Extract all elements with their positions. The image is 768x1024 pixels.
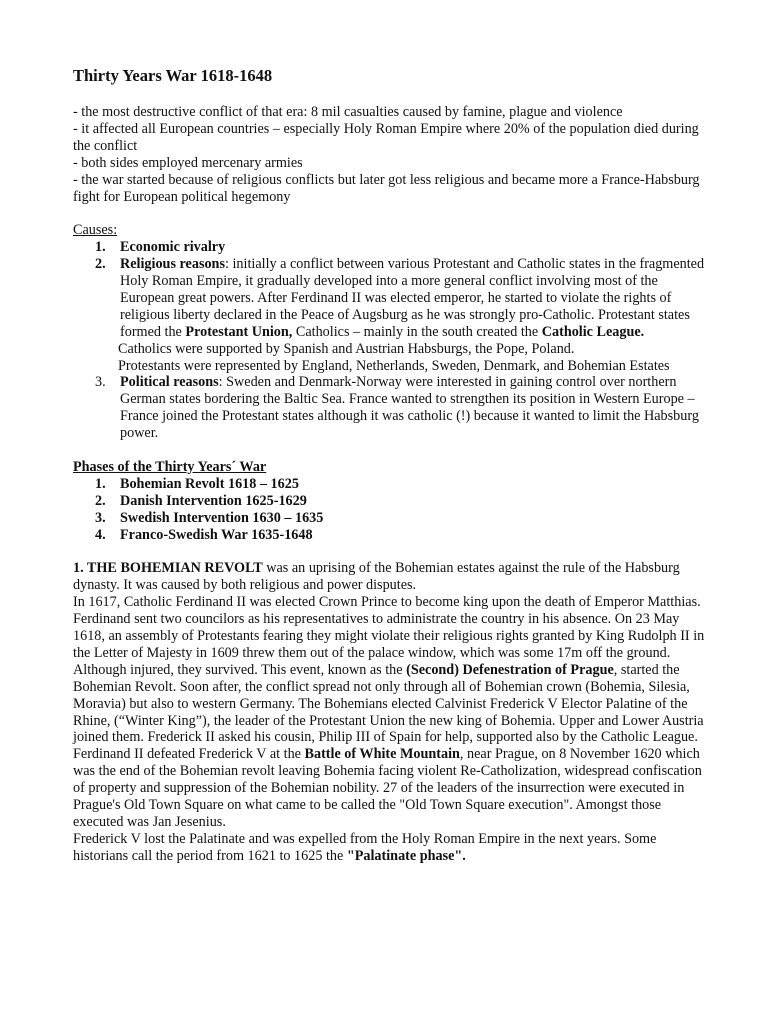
causes-section bbox=[73, 222, 708, 442]
causes-list-cont bbox=[73, 374, 708, 442]
cause-item bbox=[73, 239, 708, 256]
cause-item bbox=[73, 256, 708, 341]
phases-heading: Phases of the Thirty Years´ War bbox=[73, 459, 267, 475]
protestant-union: Protestant Union, bbox=[185, 323, 293, 340]
phase-label: Franco-Swedish War 1635-1648 bbox=[120, 526, 313, 543]
phase-label: Danish Intervention 1625-1629 bbox=[120, 492, 307, 509]
phase-item bbox=[73, 510, 708, 527]
cause-title: Economic rivalry bbox=[120, 239, 226, 256]
battle-label: Battle of White Mountain bbox=[304, 746, 460, 763]
bohemian-lead: 1. THE BOHEMIAN REVOLT bbox=[73, 560, 263, 577]
cause-text: : initially a conflict between various Protestant and Catholic states in the fragmented Holy Roman Empire, it gradually developed into a more general conflict involving most of the European great powers. After Ferdinand II was elected emperor, he started to violate the rights of religious liberty declared in the Peace of Augsburg as he was strongly pro-Catholic. Protestant states formed the bbox=[120, 256, 705, 340]
intro-line: - the most destructive conflict of that era: 8 mil casualties caused by famine, plague and violence bbox=[73, 104, 623, 120]
document-title: Thirty Years War 1618-1648 bbox=[73, 66, 273, 85]
bohemian-paragraph: Frederick V lost the Palatinate and was expelled from the Holy Roman Empire in the next years. Some historians call the period from 1621 to 1625 the "Palatinate phase". bbox=[73, 830, 657, 864]
support-catholic: Catholics were supported by Spanish and Austrian Habsburgs, the Pope, Poland. bbox=[118, 340, 575, 357]
cause-text: Catholics – mainly in the south created the bbox=[292, 323, 542, 340]
phase-number: 1. bbox=[95, 475, 106, 492]
causes-list bbox=[73, 239, 708, 340]
intro-line: - the war started because of religious conflicts but later got less religious and became more a France-Habsburg fight for European political hegemony bbox=[73, 171, 700, 205]
cause-title: Political reasons bbox=[120, 374, 219, 391]
cause-number: 1. bbox=[95, 239, 106, 256]
intro-line: - both sides employed mercenary armies bbox=[73, 154, 303, 171]
phase-number: 4. bbox=[95, 526, 106, 543]
support-protestant: Protestants were represented by England, Netherlands, Sweden, Denmark, and Bohemian Estates bbox=[118, 357, 670, 374]
cause-number: 3. bbox=[95, 374, 106, 391]
phase-number: 2. bbox=[95, 492, 106, 509]
cause-number: 2. bbox=[95, 256, 106, 273]
catholic-league: Catholic League. bbox=[541, 323, 645, 340]
intro-line: - it affected all European countries – especially Holy Roman Empire where 20% of the population died during the conflict bbox=[73, 120, 699, 154]
phase-label: Swedish Intervention 1630 – 1635 bbox=[120, 509, 324, 526]
phase-item bbox=[73, 493, 708, 510]
phase-number: 3. bbox=[95, 509, 106, 526]
phase-item bbox=[73, 527, 708, 544]
second-label: (Second) bbox=[406, 661, 459, 678]
cause-text: : Sweden and Denmark-Norway were interested in gaining control over northern German states bordering the Baltic Sea. France wanted to strengthen its position in Western Europe – France joined the Protestant states although it was catholic (!) because it wanted to limit the Habsburg power. bbox=[120, 374, 699, 442]
cause-item bbox=[73, 374, 708, 442]
defenestration-label: Defenestration of Prague bbox=[458, 661, 614, 678]
causes-heading: Causes: bbox=[73, 222, 118, 239]
bohemian-paragraph: 1. THE BOHEMIAN REVOLT was an uprising of the Bohemian estates against the rule of the Habsburg dynasty. It was caused by both religious and power disputes. bbox=[73, 560, 680, 594]
phases-section bbox=[73, 459, 708, 544]
intro-list bbox=[73, 104, 708, 205]
bohemian-paragraph: Ferdinand II defeated Frederick V at the Battle of White Mountain, near Prague, on 8 November 1620 which was the end of the Bohemian revolt leaving Bohemia facing violent Re-Catholization, widespread confiscation of property and suppression of the Bohemian nobility. 27 of the leaders of the insurrection were executed in Prague's Old Town Square on what came to be called the "Old Town Square execution". Amongst those executed was Jan Jesenius. bbox=[73, 746, 702, 831]
palatinate-phase-label: "Palatinate phase". bbox=[346, 847, 466, 864]
bohemian-revolt-section bbox=[73, 560, 708, 864]
phase-item bbox=[73, 476, 708, 493]
bohemian-paragraph: In 1617, Catholic Ferdinand II was elected Crown Prince to become king upon the death of Emperor Matthias. Ferdinand sent two councilors as his representatives to administrate the country in his absence. On 23 May 1618, an assembly of Protestants fearing they might violate their religious rights granted by King Rudolph II in the Letter of Majesty in 1609 threw them out of the palace window, which was some 17m off the ground. Although injured, they survived. This event, known as the (Second) Defenestration of Prague, started the Bohemian Revolt. Soon after, the conflict spread not only through all of Bohemian crown (Bohemia, Silesia, Moravia) but also to western Germany. The Bohemians elected Calvinist Frederick V Elector Palatine of the Rhine, (“Winter King”), the leader of the Protestant Union the new king of Bohemia. Upper and Lower Austria joined them. Frederick II asked his cousin, Philip III of Spain for help, supported also by the Catholic League. bbox=[73, 594, 705, 746]
phase-label: Bohemian Revolt 1618 – 1625 bbox=[120, 475, 299, 492]
cause-title: Religious reasons bbox=[120, 256, 225, 273]
phases-list bbox=[73, 476, 708, 544]
